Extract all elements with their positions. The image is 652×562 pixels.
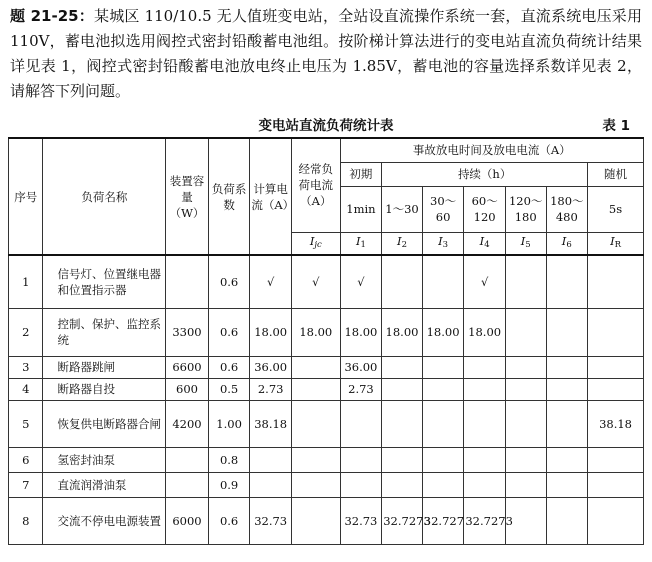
cell-i6 bbox=[546, 378, 588, 400]
table-row bbox=[9, 356, 644, 378]
cell-i3 bbox=[422, 472, 464, 497]
cell-jc bbox=[291, 400, 340, 447]
header-t3: 30～60 bbox=[422, 186, 464, 232]
cell-i3: 32.727 bbox=[422, 497, 464, 544]
cell-i5 bbox=[505, 378, 546, 400]
table-title: 变电站直流负荷统计表 bbox=[258, 118, 394, 134]
symbol-i6: $I_6$ bbox=[546, 232, 588, 255]
cell-i6 bbox=[546, 308, 588, 356]
table-row bbox=[9, 308, 644, 356]
cell-i5 bbox=[505, 447, 546, 472]
cell-factor: 0.6 bbox=[208, 356, 250, 378]
cell-factor: 1.00 bbox=[208, 400, 250, 447]
cell-i4 bbox=[464, 378, 506, 400]
cell-i2: 18.00 bbox=[382, 308, 423, 356]
header-continuous: 持续（h） bbox=[382, 162, 588, 186]
table-row bbox=[9, 447, 644, 472]
header-t6: 180～480 bbox=[546, 186, 588, 232]
cell-i2 bbox=[382, 447, 423, 472]
cell-ir bbox=[588, 356, 644, 378]
cell-calc: 32.73 bbox=[250, 497, 292, 544]
cell-name: 断路器跳闸 bbox=[43, 356, 166, 378]
symbol-i1: $I_1$ bbox=[340, 232, 382, 255]
cell-ir bbox=[588, 447, 644, 472]
cell-ir: 38.18 bbox=[588, 400, 644, 447]
cell-i5 bbox=[505, 308, 546, 356]
header-initial: 初期 bbox=[340, 162, 382, 186]
cell-ir bbox=[588, 472, 644, 497]
cell-name: 信号灯、位置继电器和位置指示器 bbox=[43, 255, 166, 308]
cell-i4 bbox=[464, 400, 506, 447]
header-factor: 负荷系数 bbox=[208, 138, 250, 255]
table-row bbox=[9, 255, 644, 308]
cell-ir bbox=[588, 255, 644, 308]
cell-i1: 32.73 bbox=[340, 497, 382, 544]
header-seq: 序号 bbox=[9, 138, 43, 255]
table-number: 表 1 bbox=[602, 118, 630, 134]
cell-calc: 18.00 bbox=[250, 308, 292, 356]
cell-i3 bbox=[422, 400, 464, 447]
table-row bbox=[9, 472, 644, 497]
cell-i4: 32.7273 bbox=[464, 497, 506, 544]
table-row bbox=[9, 497, 644, 544]
cell-i5 bbox=[505, 400, 546, 447]
dc-load-table bbox=[8, 137, 644, 545]
cell-calc bbox=[250, 472, 292, 497]
cell-i4 bbox=[464, 356, 506, 378]
cell-jc bbox=[291, 447, 340, 472]
cell-i2 bbox=[382, 378, 423, 400]
cell-i6 bbox=[546, 356, 588, 378]
header-accident: 事故放电时间及放电电流（A） bbox=[340, 138, 643, 162]
cell-i2 bbox=[382, 255, 423, 308]
cell-cap: 600 bbox=[166, 378, 209, 400]
cell-no: 3 bbox=[9, 356, 43, 378]
cell-name: 控制、保护、监控系统 bbox=[43, 308, 166, 356]
cell-i1 bbox=[340, 472, 382, 497]
cell-i2: 32.7273 bbox=[382, 497, 423, 544]
cell-i2 bbox=[382, 356, 423, 378]
cell-jc bbox=[291, 472, 340, 497]
header-calc: 计算电流（A） bbox=[250, 138, 292, 255]
cell-no: 4 bbox=[9, 378, 43, 400]
symbol-i5: $I_5$ bbox=[505, 232, 546, 255]
header-capacity: 装置容量（W） bbox=[166, 138, 209, 255]
cell-no: 2 bbox=[9, 308, 43, 356]
symbol-i3: $I_3$ bbox=[422, 232, 464, 255]
cell-no: 7 bbox=[9, 472, 43, 497]
cell-calc: 36.00 bbox=[250, 356, 292, 378]
cell-i1: 2.73 bbox=[340, 378, 382, 400]
cell-i1: 36.00 bbox=[340, 356, 382, 378]
symbol-jc: $I_{jc}$ bbox=[291, 232, 340, 255]
cell-name: 交流不停电电源装置 bbox=[43, 497, 166, 544]
cell-i1: √ bbox=[340, 255, 382, 308]
table-row bbox=[9, 378, 644, 400]
cell-i6 bbox=[546, 497, 588, 544]
cell-calc: 38.18 bbox=[250, 400, 292, 447]
cell-no: 8 bbox=[9, 497, 43, 544]
cell-calc bbox=[250, 447, 292, 472]
cell-i5 bbox=[505, 472, 546, 497]
header-t7: 5s bbox=[588, 186, 644, 232]
cell-i1 bbox=[340, 447, 382, 472]
cell-calc: 2.73 bbox=[250, 378, 292, 400]
cell-factor: 0.6 bbox=[208, 497, 250, 544]
cell-factor: 0.6 bbox=[208, 255, 250, 308]
cell-i3: 18.00 bbox=[422, 308, 464, 356]
cell-i1 bbox=[340, 400, 382, 447]
cell-cap: 3300 bbox=[166, 308, 209, 356]
cell-i4: 18.00 bbox=[464, 308, 506, 356]
header-t2: 1～30 bbox=[382, 186, 423, 232]
problem-label: 题 21-25： bbox=[10, 7, 94, 25]
cell-i3 bbox=[422, 378, 464, 400]
cell-i3 bbox=[422, 356, 464, 378]
problem-statement bbox=[10, 4, 642, 104]
table-row bbox=[9, 400, 644, 447]
cell-factor: 0.9 bbox=[208, 472, 250, 497]
cell-i5 bbox=[505, 255, 546, 308]
header-t5: 120～180 bbox=[505, 186, 546, 232]
cell-i5 bbox=[505, 356, 546, 378]
header-random: 随机 bbox=[588, 162, 644, 186]
cell-no: 5 bbox=[9, 400, 43, 447]
cell-cap: 4200 bbox=[166, 400, 209, 447]
header-name: 负荷名称 bbox=[43, 138, 166, 255]
cell-i6 bbox=[546, 255, 588, 308]
cell-jc bbox=[291, 356, 340, 378]
cell-factor: 0.5 bbox=[208, 378, 250, 400]
cell-no: 1 bbox=[9, 255, 43, 308]
cell-name: 直流润滑油泵 bbox=[43, 472, 166, 497]
cell-name: 断路器自投 bbox=[43, 378, 166, 400]
cell-i4: √ bbox=[464, 255, 506, 308]
cell-i2 bbox=[382, 400, 423, 447]
cell-i2 bbox=[382, 472, 423, 497]
cell-cap bbox=[166, 447, 209, 472]
cell-calc: √ bbox=[250, 255, 292, 308]
cell-i4 bbox=[464, 472, 506, 497]
symbol-i4: $I_4$ bbox=[464, 232, 506, 255]
cell-ir bbox=[588, 378, 644, 400]
problem-text: 某城区 110/10.5 无人值班变电站，全站设直流操作系统一套，直流系统电压采用 110V，蓄电池拟选用阀控式密封铅酸蓄电池组。按阶梯计算法进行的变电站直流负荷统计结果详见表 1，阀控式密封铅酸蓄电池放电终止电压为 1.85V，蓄电池的容量选择系数详见表 2，请解答下列问题。 bbox=[10, 7, 642, 100]
cell-jc bbox=[291, 378, 340, 400]
cell-no: 6 bbox=[9, 447, 43, 472]
cell-cap: 6600 bbox=[166, 356, 209, 378]
symbol-i2: $I_2$ bbox=[382, 232, 423, 255]
header-regular: 经常负荷电流（A） bbox=[291, 138, 340, 232]
cell-cap: 6000 bbox=[166, 497, 209, 544]
cell-ir bbox=[588, 308, 644, 356]
cell-i3 bbox=[422, 255, 464, 308]
header-t1: 1min bbox=[340, 186, 382, 232]
cell-cap bbox=[166, 472, 209, 497]
cell-name: 恢复供电断路器合闸 bbox=[43, 400, 166, 447]
header-t4: 60～120 bbox=[464, 186, 506, 232]
cell-i6 bbox=[546, 400, 588, 447]
cell-jc bbox=[291, 497, 340, 544]
cell-jc: 18.00 bbox=[291, 308, 340, 356]
cell-factor: 0.8 bbox=[208, 447, 250, 472]
cell-i3 bbox=[422, 447, 464, 472]
cell-jc: √ bbox=[291, 255, 340, 308]
symbol-ir: $I_R$ bbox=[588, 232, 644, 255]
cell-i6 bbox=[546, 472, 588, 497]
cell-cap bbox=[166, 255, 209, 308]
cell-i1: 18.00 bbox=[340, 308, 382, 356]
cell-i6 bbox=[546, 447, 588, 472]
cell-name: 氢密封油泵 bbox=[43, 447, 166, 472]
cell-i4 bbox=[464, 447, 506, 472]
cell-ir bbox=[588, 497, 644, 544]
cell-factor: 0.6 bbox=[208, 308, 250, 356]
